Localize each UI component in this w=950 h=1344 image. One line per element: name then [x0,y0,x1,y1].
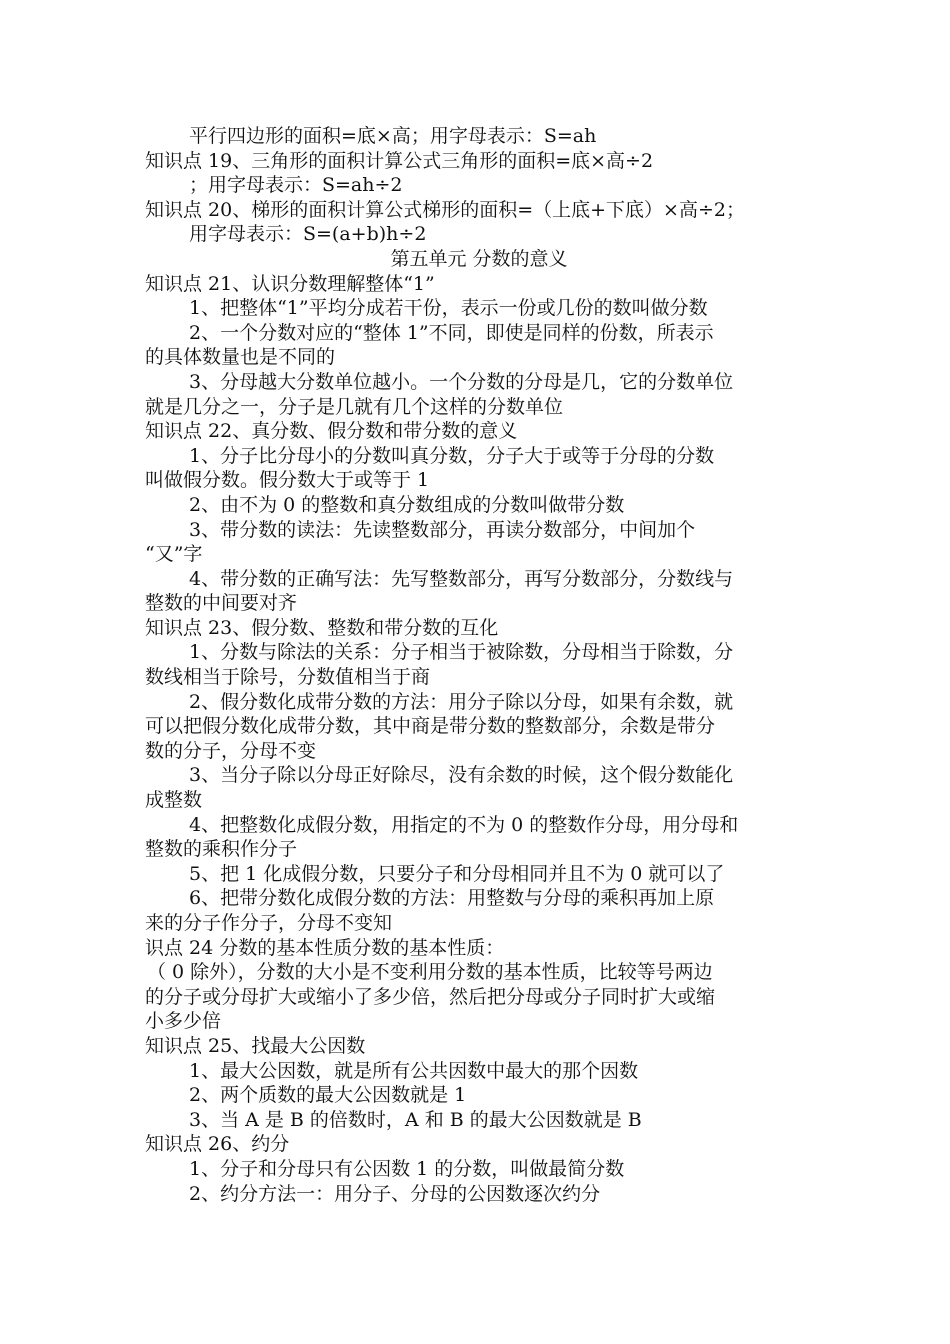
text-line: 3、带分数的读法：先读整数部分，再读分数部分，中间加个 [189,518,696,541]
knowledge-point-heading: 知识点 20、梯形的面积计算公式梯形的面积=（上底+下底）×高÷2； [145,198,745,221]
text-line: 3、当 A 是 B 的倍数时，A 和 B 的最大公因数就是 B [189,1108,642,1131]
text-line: 2、由不为 0 的整数和真分数组成的分数叫做带分数 [189,493,625,516]
knowledge-point-heading: 识点 24 分数的基本性质分数的基本性质： [145,936,505,959]
text-line: “又”字 [145,543,203,566]
text-line: 6、把带分数化成假分数的方法：用整数与分母的乘积再加上原 [189,887,715,910]
knowledge-point-heading: 知识点 25、找最大公因数 [145,1034,366,1057]
text-line: （ 0 除外），分数的大小是不变利用分数的基本性质，比较等号两边 [147,961,713,984]
text-line: 叫做假分数。假分数大于或等于 1 [145,469,430,492]
text-line: 整数的乘积作分子 [145,838,298,861]
unit-title: 第五单元 分数的意义 [390,247,568,270]
text-line: 1、分子和分母只有公因数 1 的分数，叫做最简分数 [189,1157,625,1180]
text-line: 1、分子比分母小的分数叫真分数，分子大于或等于分母的分数 [189,444,715,467]
text-line: 数的分子，分母不变 [145,739,317,762]
text-line: 数线相当于除号，分数值相当于商 [145,666,431,689]
text-line: 的分子或分母扩大或缩小了多少倍，然后把分母或分子同时扩大或缩 [145,985,716,1008]
text-line: 4、带分数的正确写法：先写整数部分，再写分数部分，分数线与 [189,567,734,590]
text-line: 1、最大公因数，就是所有公共因数中最大的那个因数 [189,1059,639,1082]
text-line: 可以把假分数化成带分数，其中商是带分数的整数部分，余数是带分 [145,715,716,738]
text-line: 整数的中间要对齐 [145,592,298,615]
knowledge-point-heading: 知识点 23、假分数、整数和带分数的互化 [145,616,499,639]
text-line: 平行四边形的面积=底×高；用字母表示：S=ah [189,125,597,147]
text-line: 用字母表示：S=(a+b)h÷2 [189,223,427,246]
text-line: 就是几分之一，分子是几就有几个这样的分数单位 [145,395,564,418]
text-line: 2、一个分数对应的“整体 1”不同，即使是同样的份数，所表示 [189,321,714,344]
text-line: 3、分母越大分数单位越小。一个分数的分母是几，它的分数单位 [189,370,734,393]
text-line: 2、约分方法一：用分子、分母的公因数逐次约分 [189,1182,601,1205]
text-line: 小多少倍 [145,1010,222,1033]
text-line: 4、把整数化成假分数，用指定的不为 0 的整数作分母，用分母和 [189,813,739,836]
text-line: 成整数 [145,789,203,812]
text-line: ；用字母表示：S=ah÷2 [189,174,403,197]
knowledge-point-heading: 知识点 22、真分数、假分数和带分数的意义 [145,420,518,443]
knowledge-point-heading: 知识点 26、约分 [145,1133,290,1156]
knowledge-point-heading: 知识点 19、三角形的面积计算公式三角形的面积=底×高÷2 [145,149,654,172]
text-line: 1、把整体“1”平均分成若干份，表示一份或几份的数叫做分数 [189,297,708,320]
text-line: 5、把 1 化成假分数，只要分子和分母相同并且不为 0 就可以了 [189,862,725,885]
text-line: 2、假分数化成带分数的方法：用分子除以分母，如果有余数，就 [189,690,734,713]
document-body [145,124,813,1206]
text-line: 1、分数与除法的关系：分子相当于被除数，分母相当于除数，分 [189,641,734,664]
text-line: 来的分子作分子，分母不变知 [145,912,393,934]
text-line: 的具体数量也是不同的 [145,346,336,369]
text-line: 2、两个质数的最大公因数就是 1 [189,1084,467,1107]
text-line: 3、当分子除以分母正好除尽，没有余数的时候，这个假分数能化 [189,764,734,787]
knowledge-point-heading: 知识点 21、认识分数理解整体“1” [145,272,435,295]
